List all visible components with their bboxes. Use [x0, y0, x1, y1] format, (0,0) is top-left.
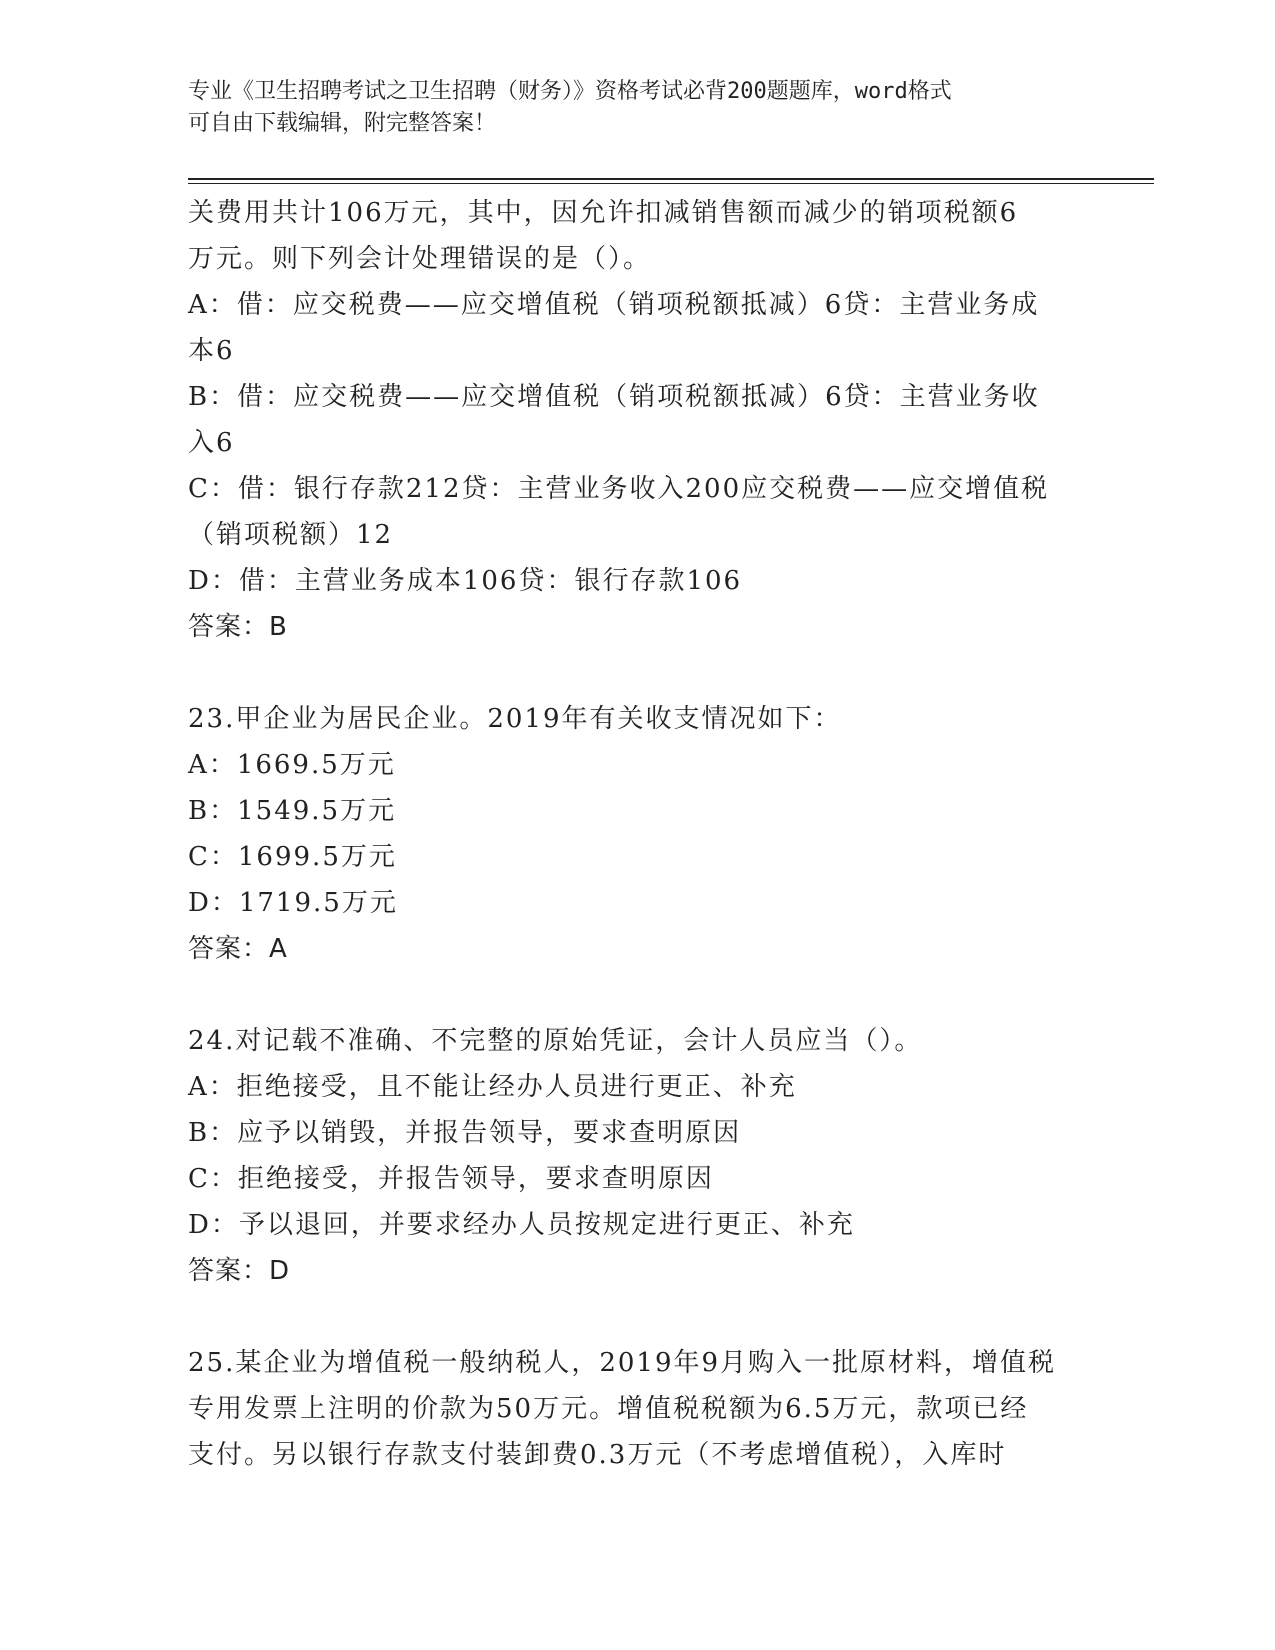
option-a-line: A：借：应交税费——应交增值税（销项税额抵减）6贷：主营业务成 [188, 290, 1040, 320]
option-c: C：拒绝接受，并报告领导，要求查明原因 [188, 1164, 714, 1194]
option-c-line: （销项税额）12 [188, 520, 394, 550]
question-stem: 24.对记载不准确、不完整的原始凭证，会计人员应当（）。 [188, 1026, 923, 1056]
question-stem-line: 万元。则下列会计处理错误的是（）。 [188, 244, 652, 274]
option-b-line: B：借：应交税费——应交增值税（销项税额抵减）6贷：主营业务收 [188, 382, 1040, 412]
option-d: D：1719.5万元 [188, 888, 398, 918]
question-22 [188, 190, 1088, 650]
question-content [188, 190, 1088, 1478]
answer-label: 答案：B [188, 612, 288, 642]
option-b-line: 入6 [188, 428, 235, 458]
spacer [188, 1294, 1088, 1340]
question-stem-line: 专用发票上注明的价款为50万元。增值税税额为6.5万元，款项已经 [188, 1394, 1029, 1424]
page-header [188, 76, 1068, 140]
question-stem-line: 关费用共计106万元，其中，因允许扣减销售额而减少的销项税额6 [188, 198, 1019, 228]
option-b: B：1549.5万元 [188, 796, 397, 826]
header-divider [188, 178, 1154, 184]
answer-label: 答案：A [188, 934, 288, 964]
option-a: A：拒绝接受，且不能让经办人员进行更正、补充 [188, 1072, 797, 1102]
question-stem-line: 支付。另以银行存款支付装卸费0.3万元（不考虑增值税），入库时 [188, 1440, 1007, 1470]
option-c: C：1699.5万元 [188, 842, 397, 872]
option-c-line: C：借：银行存款212贷：主营业务收入200应交税费——应交增值税 [188, 474, 1050, 504]
spacer [188, 650, 1088, 696]
option-b: B：应予以销毁，并报告领导，要求查明原因 [188, 1118, 742, 1148]
question-23 [188, 696, 1088, 972]
question-25 [188, 1340, 1088, 1478]
option-a-line: 本6 [188, 336, 235, 366]
question-stem: 23.甲企业为居民企业。2019年有关收支情况如下： [188, 704, 842, 734]
option-a: A：1669.5万元 [188, 750, 396, 780]
option-d-line: D：借：主营业务成本106贷：银行存款106 [188, 566, 743, 596]
header-title-line-1: 专业《卫生招聘考试之卫生招聘（财务）》资格考试必背200题题库，word格式 [188, 79, 952, 104]
header-title-line-2: 可自由下载编辑，附完整答案！ [188, 111, 497, 136]
option-d: D：予以退回，并要求经办人员按规定进行更正、补充 [188, 1210, 855, 1240]
spacer [188, 972, 1088, 1018]
question-stem-line: 25.某企业为增值税一般纳税人，2019年9月购入一批原材料，增值税 [188, 1348, 1057, 1378]
answer-label: 答案：D [188, 1256, 291, 1286]
question-24 [188, 1018, 1088, 1294]
